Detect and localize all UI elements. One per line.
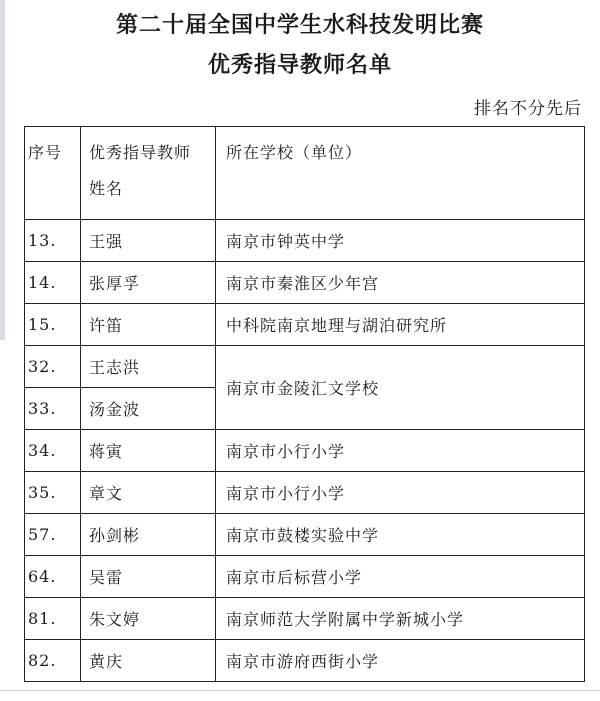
row-teacher-name: 张厚孚 xyxy=(81,262,216,304)
table-row xyxy=(25,220,585,262)
row-number: 13. xyxy=(25,220,81,262)
teacher-table xyxy=(24,126,585,682)
row-number: 82. xyxy=(25,640,81,682)
row-teacher-name: 蒋寅 xyxy=(81,430,216,472)
row-number: 81. xyxy=(25,598,81,640)
table-header-row xyxy=(25,127,585,220)
row-number: 32. xyxy=(25,346,81,388)
document-subtitle: 优秀指导教师名单 xyxy=(207,52,392,78)
table-row xyxy=(25,304,585,346)
table-row xyxy=(25,346,585,388)
row-number: 35. xyxy=(25,472,81,514)
table-row xyxy=(25,430,585,472)
row-teacher-name: 朱文婷 xyxy=(81,598,216,640)
row-school: 南京市后标营小学 xyxy=(216,556,585,598)
table-row xyxy=(25,640,585,682)
header-teacher-name: 优秀指导教师姓名 xyxy=(81,127,216,220)
ranking-note: 排名不分先后 xyxy=(474,99,582,119)
row-teacher-name: 黄庆 xyxy=(81,640,216,682)
row-number: 64. xyxy=(25,556,81,598)
row-number: 57. xyxy=(25,514,81,556)
row-school: 中科院南京地理与湖泊研究所 xyxy=(216,304,585,346)
row-teacher-name: 王强 xyxy=(81,220,216,262)
table-row xyxy=(25,514,585,556)
row-school: 南京市小行小学 xyxy=(216,472,585,514)
row-number: 15. xyxy=(25,304,81,346)
row-teacher-name: 汤金波 xyxy=(81,388,216,430)
row-number: 33. xyxy=(25,388,81,430)
table-row xyxy=(25,556,585,598)
row-teacher-name: 孙剑彬 xyxy=(81,514,216,556)
row-school: 南京市游府西街小学 xyxy=(216,640,585,682)
row-school: 南京市秦淮区少年宫 xyxy=(216,262,585,304)
header-school: 所在学校（单位） xyxy=(216,127,585,220)
row-school-merged: 南京市金陵汇文学校 xyxy=(216,346,585,430)
row-school: 南京师范大学附属中学新城小学 xyxy=(216,598,585,640)
table-row xyxy=(25,262,585,304)
page-bottom-divider xyxy=(0,690,600,691)
row-number: 14. xyxy=(25,262,81,304)
document-title: 第二十届全国中学生水科技发明比赛 xyxy=(115,12,484,38)
table-row xyxy=(25,598,585,640)
header-number: 序号 xyxy=(25,127,81,220)
row-school: 南京市钟英中学 xyxy=(216,220,585,262)
row-school: 南京市鼓楼实验中学 xyxy=(216,514,585,556)
row-number: 34. xyxy=(25,430,81,472)
row-teacher-name: 吴雷 xyxy=(81,556,216,598)
row-school: 南京市小行小学 xyxy=(216,430,585,472)
row-teacher-name: 王志洪 xyxy=(81,346,216,388)
row-teacher-name: 许笛 xyxy=(81,304,216,346)
row-teacher-name: 章文 xyxy=(81,472,216,514)
table-row xyxy=(25,472,585,514)
